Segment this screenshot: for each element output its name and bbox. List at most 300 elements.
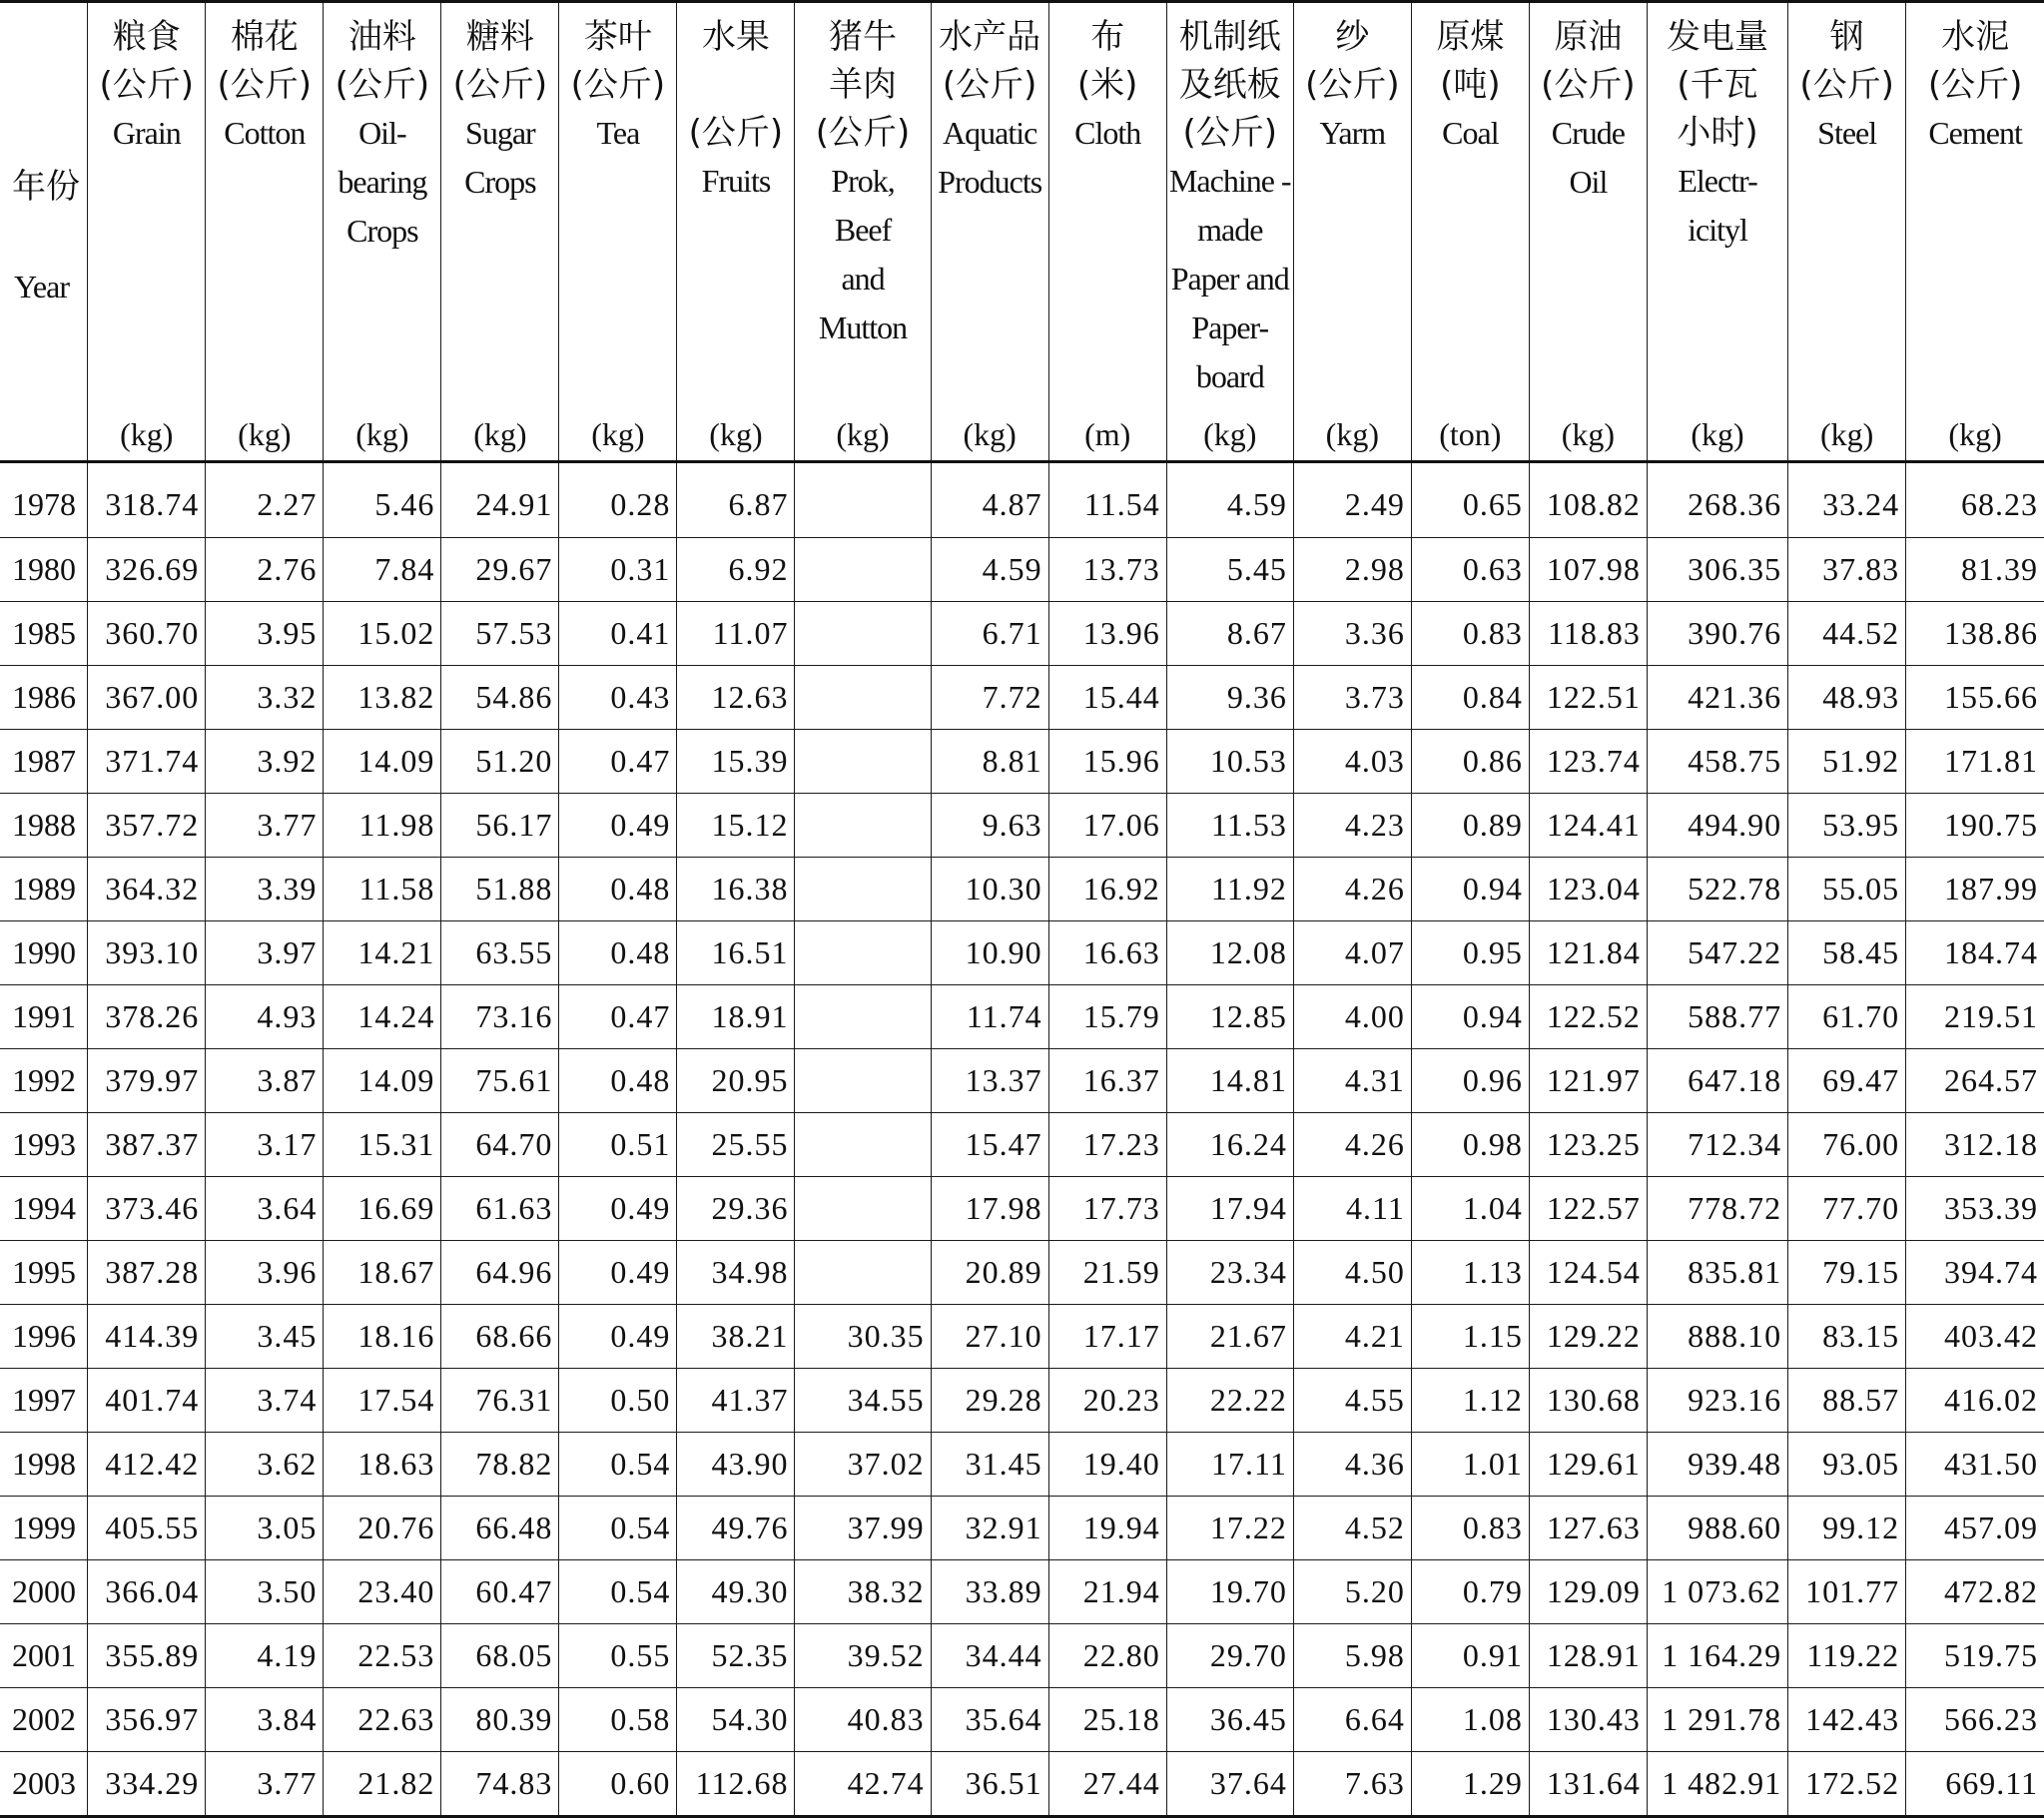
- value-cell-sugar-crops: 64.70: [441, 1113, 559, 1177]
- table-row: [0, 1560, 2044, 1624]
- value-cell-paper-and-paperboard: 16.24: [1166, 1113, 1293, 1177]
- value-cell-paper-and-paperboard: 11.53: [1166, 794, 1293, 858]
- value-cell-fruits: 49.30: [677, 1560, 795, 1624]
- value-cell-coal: 1.13: [1411, 1241, 1529, 1305]
- value-cell-oil-bearing-crops: 18.63: [324, 1433, 441, 1497]
- column-header-cn-line: 原油: [1554, 17, 1623, 57]
- value-cell-crude-oil: 122.57: [1529, 1177, 1647, 1241]
- year-cell: 1995: [0, 1241, 88, 1305]
- value-cell-pork-beef-mutton: [795, 794, 931, 858]
- header-row: [0, 2, 2044, 462]
- value-cell-steel: 99.12: [1788, 1497, 1906, 1560]
- column-header-cn-line: 及纸板: [1178, 65, 1281, 105]
- value-cell-cotton: 3.77: [206, 1752, 324, 1817]
- value-cell-yarn: 4.26: [1293, 1113, 1411, 1177]
- value-cell-cotton: 3.62: [206, 1433, 324, 1497]
- year-cell: 2000: [0, 1560, 88, 1624]
- column-header-unit: (m): [1084, 416, 1131, 452]
- column-header-cn-line: (公斤): [1182, 113, 1278, 153]
- value-cell-yarn: 4.31: [1293, 1049, 1411, 1113]
- column-header-cn-line: 棉花: [230, 17, 299, 57]
- value-cell-grain: 366.04: [88, 1560, 206, 1624]
- value-cell-fruits: 29.36: [677, 1177, 795, 1241]
- value-cell-tea: 0.60: [559, 1752, 677, 1817]
- value-cell-cement: 431.50: [1906, 1433, 2044, 1497]
- value-cell-crude-oil: 122.51: [1529, 666, 1647, 730]
- value-cell-cotton: 2.76: [206, 538, 324, 602]
- value-cell-steel: 55.05: [1788, 858, 1906, 921]
- value-cell-crude-oil: 129.22: [1529, 1305, 1647, 1369]
- value-cell-oil-bearing-crops: 23.40: [324, 1560, 441, 1624]
- column-header-cn-line: (公斤): [942, 65, 1037, 105]
- value-cell-electricity: 923.16: [1647, 1369, 1787, 1433]
- value-cell-grain: 371.74: [88, 730, 206, 794]
- value-cell-oil-bearing-crops: 20.76: [324, 1497, 441, 1560]
- value-cell-aquatic-products: 17.98: [931, 1177, 1048, 1241]
- value-cell-yarn: 2.98: [1293, 538, 1411, 602]
- value-cell-aquatic-products: 27.10: [931, 1305, 1048, 1369]
- value-cell-cement: 155.66: [1906, 666, 2044, 730]
- year-cell: 1996: [0, 1305, 88, 1369]
- value-cell-oil-bearing-crops: 11.58: [324, 858, 441, 921]
- column-header-cn-line: 纱: [1335, 17, 1370, 57]
- value-cell-steel: 61.70: [1788, 985, 1906, 1049]
- value-cell-fruits: 18.91: [677, 985, 795, 1049]
- value-cell-cotton: 3.96: [206, 1241, 324, 1305]
- value-cell-coal: 1.04: [1411, 1177, 1529, 1241]
- value-cell-crude-oil: 124.54: [1529, 1241, 1647, 1305]
- value-cell-cotton: 3.92: [206, 730, 324, 794]
- value-cell-steel: 53.95: [1788, 794, 1906, 858]
- column-header-cn-line: (千瓦: [1677, 65, 1758, 105]
- value-cell-tea: 0.49: [559, 1241, 677, 1305]
- column-header-cn-line: (公斤): [99, 65, 195, 105]
- value-cell-fruits: 34.98: [677, 1241, 795, 1305]
- value-cell-sugar-crops: 60.47: [441, 1560, 559, 1624]
- value-cell-tea: 0.48: [559, 1049, 677, 1113]
- column-header-unit: (kg): [238, 416, 292, 452]
- value-cell-cement: 68.23: [1906, 462, 2044, 538]
- value-cell-fruits: 12.63: [677, 666, 795, 730]
- value-cell-tea: 0.54: [559, 1560, 677, 1624]
- column-header-cn-line: (公斤): [570, 65, 666, 105]
- value-cell-tea: 0.54: [559, 1497, 677, 1560]
- column-header-cn-line: [731, 61, 742, 109]
- value-cell-pork-beef-mutton: 34.55: [795, 1369, 931, 1433]
- value-cell-aquatic-products: 7.72: [931, 666, 1048, 730]
- value-cell-yarn: 7.63: [1293, 1752, 1411, 1817]
- value-cell-fruits: 16.38: [677, 858, 795, 921]
- value-cell-cement: 312.18: [1906, 1113, 2044, 1177]
- value-cell-cotton: 3.50: [206, 1560, 324, 1624]
- value-cell-cloth: 22.80: [1048, 1624, 1166, 1688]
- value-cell-paper-and-paperboard: 19.70: [1166, 1560, 1293, 1624]
- column-header-en-line: bearing: [338, 164, 427, 200]
- table-row: [0, 1241, 2044, 1305]
- value-cell-yarn: 4.00: [1293, 985, 1411, 1049]
- column-header-cn-line: 水泥: [1941, 17, 2010, 57]
- column-header-cn-line: (公斤): [688, 113, 784, 153]
- value-cell-grain: 393.10: [88, 921, 206, 985]
- value-cell-oil-bearing-crops: 21.82: [324, 1752, 441, 1817]
- table-row: [0, 1049, 2044, 1113]
- value-cell-coal: 0.98: [1411, 1113, 1529, 1177]
- value-cell-steel: 51.92: [1788, 730, 1906, 794]
- column-header-cn-line: 原煤: [1436, 17, 1505, 57]
- value-cell-paper-and-paperboard: 17.11: [1166, 1433, 1293, 1497]
- value-cell-grain: 355.89: [88, 1624, 206, 1688]
- value-cell-pork-beef-mutton: 39.52: [795, 1624, 931, 1688]
- value-cell-cement: 187.99: [1906, 858, 2044, 921]
- table-row: [0, 538, 2044, 602]
- column-header-pork-beef-mutton: [795, 2, 931, 462]
- column-header-unit: (kg): [1561, 416, 1616, 452]
- column-header-unit: (kg): [836, 416, 890, 452]
- value-cell-grain: 326.69: [88, 538, 206, 602]
- value-cell-grain: 364.32: [88, 858, 206, 921]
- value-cell-coal: 0.89: [1411, 794, 1529, 858]
- column-header-cn-line: 机制纸: [1178, 17, 1281, 57]
- value-cell-tea: 0.47: [559, 985, 677, 1049]
- table-row: [0, 730, 2044, 794]
- value-cell-oil-bearing-crops: 15.31: [324, 1113, 441, 1177]
- column-header-sugar-crops: [441, 2, 559, 462]
- year-cell: 1978: [0, 462, 88, 538]
- value-cell-fruits: 11.07: [677, 602, 795, 666]
- value-cell-steel: 37.83: [1788, 538, 1906, 602]
- value-cell-crude-oil: 122.52: [1529, 985, 1647, 1049]
- column-header-en-line: made: [1197, 212, 1263, 248]
- year-cell: 1997: [0, 1369, 88, 1433]
- value-cell-coal: 0.94: [1411, 985, 1529, 1049]
- table-row: [0, 858, 2044, 921]
- value-cell-aquatic-products: 13.37: [931, 1049, 1048, 1113]
- value-cell-sugar-crops: 64.96: [441, 1241, 559, 1305]
- year-cell: 1987: [0, 730, 88, 794]
- column-header-en-line: Oil: [1569, 164, 1608, 200]
- value-cell-aquatic-products: 20.89: [931, 1241, 1048, 1305]
- table-body: [0, 462, 2044, 1817]
- value-cell-aquatic-products: 35.64: [931, 1688, 1048, 1752]
- value-cell-sugar-crops: 78.82: [441, 1433, 559, 1497]
- year-cell: 2003: [0, 1752, 88, 1817]
- column-header-cn-line: 小时): [1677, 113, 1758, 153]
- column-header-en-line: Cloth: [1074, 115, 1141, 151]
- value-cell-electricity: 1 291.78: [1647, 1688, 1787, 1752]
- column-header-cn-line: 发电量: [1667, 17, 1769, 57]
- value-cell-yarn: 4.21: [1293, 1305, 1411, 1369]
- value-cell-sugar-crops: 66.48: [441, 1497, 559, 1560]
- column-header-unit: (kg): [963, 416, 1017, 452]
- column-header-cn-line: 水果: [701, 17, 770, 57]
- value-cell-yarn: 4.23: [1293, 794, 1411, 858]
- column-header-en-line: Steel: [1817, 115, 1877, 151]
- value-cell-oil-bearing-crops: 13.82: [324, 666, 441, 730]
- value-cell-tea: 0.48: [559, 921, 677, 985]
- table-row: [0, 1305, 2044, 1369]
- value-cell-aquatic-products: 33.89: [931, 1560, 1048, 1624]
- value-cell-aquatic-products: 36.51: [931, 1752, 1048, 1817]
- column-header-cn-line: 羊肉: [829, 65, 898, 105]
- value-cell-yarn: 4.03: [1293, 730, 1411, 794]
- table-row: [0, 602, 2044, 666]
- value-cell-fruits: 6.87: [677, 462, 795, 538]
- column-header-en-line: Sugar: [465, 115, 535, 151]
- value-cell-fruits: 112.68: [677, 1752, 795, 1817]
- column-header-en-line: Tea: [596, 115, 640, 151]
- value-cell-crude-oil: 127.63: [1529, 1497, 1647, 1560]
- value-cell-cotton: 3.95: [206, 602, 324, 666]
- value-cell-cement: 184.74: [1906, 921, 2044, 985]
- value-cell-tea: 0.54: [559, 1433, 677, 1497]
- value-cell-crude-oil: 118.83: [1529, 602, 1647, 666]
- value-cell-cloth: 27.44: [1048, 1752, 1166, 1817]
- value-cell-crude-oil: 129.61: [1529, 1433, 1647, 1497]
- column-header-unit: (kg): [473, 416, 527, 452]
- value-cell-coal: 0.86: [1411, 730, 1529, 794]
- value-cell-oil-bearing-crops: 22.63: [324, 1688, 441, 1752]
- column-header-en-line: Grain: [112, 115, 181, 151]
- year-cell: 1986: [0, 666, 88, 730]
- value-cell-cloth: 21.94: [1048, 1560, 1166, 1624]
- value-cell-fruits: 43.90: [677, 1433, 795, 1497]
- value-cell-cloth: 20.23: [1048, 1369, 1166, 1433]
- table-row: [0, 921, 2044, 985]
- value-cell-cloth: 15.44: [1048, 666, 1166, 730]
- column-header-en-line: Crops: [464, 164, 536, 200]
- value-cell-crude-oil: 130.43: [1529, 1688, 1647, 1752]
- value-cell-sugar-crops: 57.53: [441, 602, 559, 666]
- value-cell-electricity: 835.81: [1647, 1241, 1787, 1305]
- table-row: [0, 1497, 2044, 1560]
- value-cell-grain: 387.37: [88, 1113, 206, 1177]
- value-cell-tea: 0.41: [559, 602, 677, 666]
- value-cell-fruits: 6.92: [677, 538, 795, 602]
- column-header-cotton: [206, 2, 324, 462]
- value-cell-cotton: 3.64: [206, 1177, 324, 1241]
- value-cell-pork-beef-mutton: [795, 602, 931, 666]
- column-header-cn-label: 年份: [12, 167, 80, 207]
- value-cell-cement: 171.81: [1906, 730, 2044, 794]
- value-cell-sugar-crops: 80.39: [441, 1688, 559, 1752]
- value-cell-steel: 76.00: [1788, 1113, 1906, 1177]
- value-cell-grain: 378.26: [88, 985, 206, 1049]
- value-cell-tea: 0.49: [559, 1177, 677, 1241]
- value-cell-fruits: 41.37: [677, 1369, 795, 1433]
- value-cell-sugar-crops: 76.31: [441, 1369, 559, 1433]
- column-header-unit: (kg): [1691, 416, 1744, 452]
- value-cell-coal: 0.83: [1411, 1497, 1529, 1560]
- table-row: [0, 1752, 2044, 1817]
- column-header-cn-line: (公斤): [217, 65, 313, 105]
- value-cell-paper-and-paperboard: 12.85: [1166, 985, 1293, 1049]
- value-cell-electricity: 421.36: [1647, 666, 1787, 730]
- value-cell-cement: 403.42: [1906, 1305, 2044, 1369]
- year-cell: 1985: [0, 602, 88, 666]
- value-cell-oil-bearing-crops: 18.67: [324, 1241, 441, 1305]
- value-cell-pork-beef-mutton: 40.83: [795, 1688, 931, 1752]
- table-row: [0, 666, 2044, 730]
- value-cell-cotton: 3.77: [206, 794, 324, 858]
- value-cell-grain: 367.00: [88, 666, 206, 730]
- value-cell-cloth: 13.96: [1048, 602, 1166, 666]
- value-cell-cement: 219.51: [1906, 985, 2044, 1049]
- column-header-en-line: Cement: [1928, 115, 2022, 151]
- column-header-cn-line: 钢: [1829, 17, 1864, 57]
- value-cell-aquatic-products: 4.87: [931, 462, 1048, 538]
- value-cell-yarn: 3.73: [1293, 666, 1411, 730]
- value-cell-coal: 1.08: [1411, 1688, 1529, 1752]
- value-cell-pork-beef-mutton: [795, 1241, 931, 1305]
- column-header-en-line: Cotton: [224, 115, 306, 151]
- value-cell-cement: 264.57: [1906, 1049, 2044, 1113]
- column-header-cn-line: (公斤): [1541, 65, 1636, 105]
- column-header-en-line: Coal: [1442, 115, 1499, 151]
- column-header-unit: (kg): [1820, 416, 1874, 452]
- value-cell-cotton: 3.45: [206, 1305, 324, 1369]
- value-cell-aquatic-products: 4.59: [931, 538, 1048, 602]
- value-cell-steel: 119.22: [1788, 1624, 1906, 1688]
- value-cell-coal: 0.96: [1411, 1049, 1529, 1113]
- value-cell-pork-beef-mutton: [795, 985, 931, 1049]
- value-cell-paper-and-paperboard: 10.53: [1166, 730, 1293, 794]
- value-cell-pork-beef-mutton: [795, 858, 931, 921]
- value-cell-electricity: 939.48: [1647, 1433, 1787, 1497]
- column-header-cn-line: 油料: [347, 17, 416, 57]
- value-cell-paper-and-paperboard: 37.64: [1166, 1752, 1293, 1817]
- value-cell-steel: 44.52: [1788, 602, 1906, 666]
- value-cell-paper-and-paperboard: 21.67: [1166, 1305, 1293, 1369]
- column-header-en-line: Crops: [346, 213, 418, 249]
- value-cell-yarn: 5.98: [1293, 1624, 1411, 1688]
- year-cell: 1980: [0, 538, 88, 602]
- value-cell-fruits: 54.30: [677, 1688, 795, 1752]
- value-cell-tea: 0.49: [559, 1305, 677, 1369]
- value-cell-sugar-crops: 56.17: [441, 794, 559, 858]
- value-cell-cement: 457.09: [1906, 1497, 2044, 1560]
- value-cell-aquatic-products: 6.71: [931, 602, 1048, 666]
- value-cell-electricity: 458.75: [1647, 730, 1787, 794]
- value-cell-cement: 190.75: [1906, 794, 2044, 858]
- value-cell-yarn: 4.55: [1293, 1369, 1411, 1433]
- year-cell: 1988: [0, 794, 88, 858]
- value-cell-crude-oil: 131.64: [1529, 1752, 1647, 1817]
- value-cell-aquatic-products: 15.47: [931, 1113, 1048, 1177]
- value-cell-grain: 412.42: [88, 1433, 206, 1497]
- value-cell-cotton: 4.19: [206, 1624, 324, 1688]
- value-cell-cement: 519.75: [1906, 1624, 2044, 1688]
- year-cell: 2002: [0, 1688, 88, 1752]
- value-cell-aquatic-products: 9.63: [931, 794, 1048, 858]
- column-header-cn-line: (公斤): [1927, 65, 2023, 105]
- value-cell-cotton: 3.74: [206, 1369, 324, 1433]
- value-cell-steel: 172.52: [1788, 1752, 1906, 1817]
- value-cell-paper-and-paperboard: 14.81: [1166, 1049, 1293, 1113]
- value-cell-coal: 1.12: [1411, 1369, 1529, 1433]
- value-cell-tea: 0.48: [559, 858, 677, 921]
- value-cell-crude-oil: 129.09: [1529, 1560, 1647, 1624]
- value-cell-tea: 0.31: [559, 538, 677, 602]
- column-header-tea: [559, 2, 677, 462]
- value-cell-crude-oil: 121.84: [1529, 921, 1647, 985]
- column-header-cn-line: 茶叶: [583, 17, 652, 57]
- column-header-en-line: icityl: [1688, 212, 1747, 248]
- value-cell-steel: 93.05: [1788, 1433, 1906, 1497]
- value-cell-cement: 353.39: [1906, 1177, 2044, 1241]
- value-cell-sugar-crops: 68.66: [441, 1305, 559, 1369]
- column-header-fruits: [677, 2, 795, 462]
- column-header-cn-line: 糖料: [465, 17, 534, 57]
- value-cell-pork-beef-mutton: [795, 538, 931, 602]
- value-cell-electricity: 522.78: [1647, 858, 1787, 921]
- value-cell-cotton: 3.05: [206, 1497, 324, 1560]
- value-cell-tea: 0.58: [559, 1688, 677, 1752]
- value-cell-grain: 318.74: [88, 462, 206, 538]
- value-cell-electricity: 1 164.29: [1647, 1624, 1787, 1688]
- year-cell: 1993: [0, 1113, 88, 1177]
- value-cell-pork-beef-mutton: [795, 1049, 931, 1113]
- value-cell-paper-and-paperboard: 4.59: [1166, 462, 1293, 538]
- value-cell-cloth: 15.96: [1048, 730, 1166, 794]
- value-cell-steel: 142.43: [1788, 1688, 1906, 1752]
- column-header-year: [0, 2, 88, 462]
- value-cell-crude-oil: 107.98: [1529, 538, 1647, 602]
- value-cell-paper-and-paperboard: 22.22: [1166, 1369, 1293, 1433]
- table-header: [0, 2, 2044, 462]
- column-header-en-line: Fruits: [701, 163, 771, 199]
- value-cell-crude-oil: 124.41: [1529, 794, 1647, 858]
- value-cell-electricity: 547.22: [1647, 921, 1787, 985]
- value-cell-grain: 405.55: [88, 1497, 206, 1560]
- value-cell-electricity: 712.34: [1647, 1113, 1787, 1177]
- value-cell-oil-bearing-crops: 5.46: [324, 462, 441, 538]
- table-row: [0, 462, 2044, 538]
- value-cell-grain: 401.74: [88, 1369, 206, 1433]
- value-cell-grain: 414.39: [88, 1305, 206, 1369]
- value-cell-aquatic-products: 34.44: [931, 1624, 1048, 1688]
- column-header-unit: (kg): [355, 416, 409, 452]
- column-header-en-line: Electr-: [1678, 163, 1757, 199]
- column-header-cn-line: 猪牛: [829, 17, 898, 57]
- value-cell-electricity: 647.18: [1647, 1049, 1787, 1113]
- value-cell-tea: 0.55: [559, 1624, 677, 1688]
- value-cell-steel: 88.57: [1788, 1369, 1906, 1433]
- value-cell-cloth: 19.40: [1048, 1433, 1166, 1497]
- value-cell-fruits: 25.55: [677, 1113, 795, 1177]
- value-cell-cloth: 16.37: [1048, 1049, 1166, 1113]
- column-header-en-line: Paper-: [1191, 309, 1269, 345]
- value-cell-crude-oil: 128.91: [1529, 1624, 1647, 1688]
- value-cell-electricity: 588.77: [1647, 985, 1787, 1049]
- value-cell-electricity: 778.72: [1647, 1177, 1787, 1241]
- value-cell-cotton: 3.32: [206, 666, 324, 730]
- column-header-cn-line: 水产品: [939, 17, 1041, 57]
- value-cell-paper-and-paperboard: 12.08: [1166, 921, 1293, 985]
- value-cell-cloth: 25.18: [1048, 1688, 1166, 1752]
- value-cell-fruits: 52.35: [677, 1624, 795, 1688]
- value-cell-cotton: 2.27: [206, 462, 324, 538]
- value-cell-paper-and-paperboard: 29.70: [1166, 1624, 1293, 1688]
- table-row: [0, 1369, 2044, 1433]
- column-header-en-line: Paper and: [1170, 261, 1289, 297]
- value-cell-yarn: 2.49: [1293, 462, 1411, 538]
- value-cell-cement: 138.86: [1906, 602, 2044, 666]
- value-cell-cloth: 17.06: [1048, 794, 1166, 858]
- value-cell-sugar-crops: 75.61: [441, 1049, 559, 1113]
- value-cell-cement: 81.39: [1906, 538, 2044, 602]
- value-cell-grain: 356.97: [88, 1688, 206, 1752]
- value-cell-paper-and-paperboard: 23.34: [1166, 1241, 1293, 1305]
